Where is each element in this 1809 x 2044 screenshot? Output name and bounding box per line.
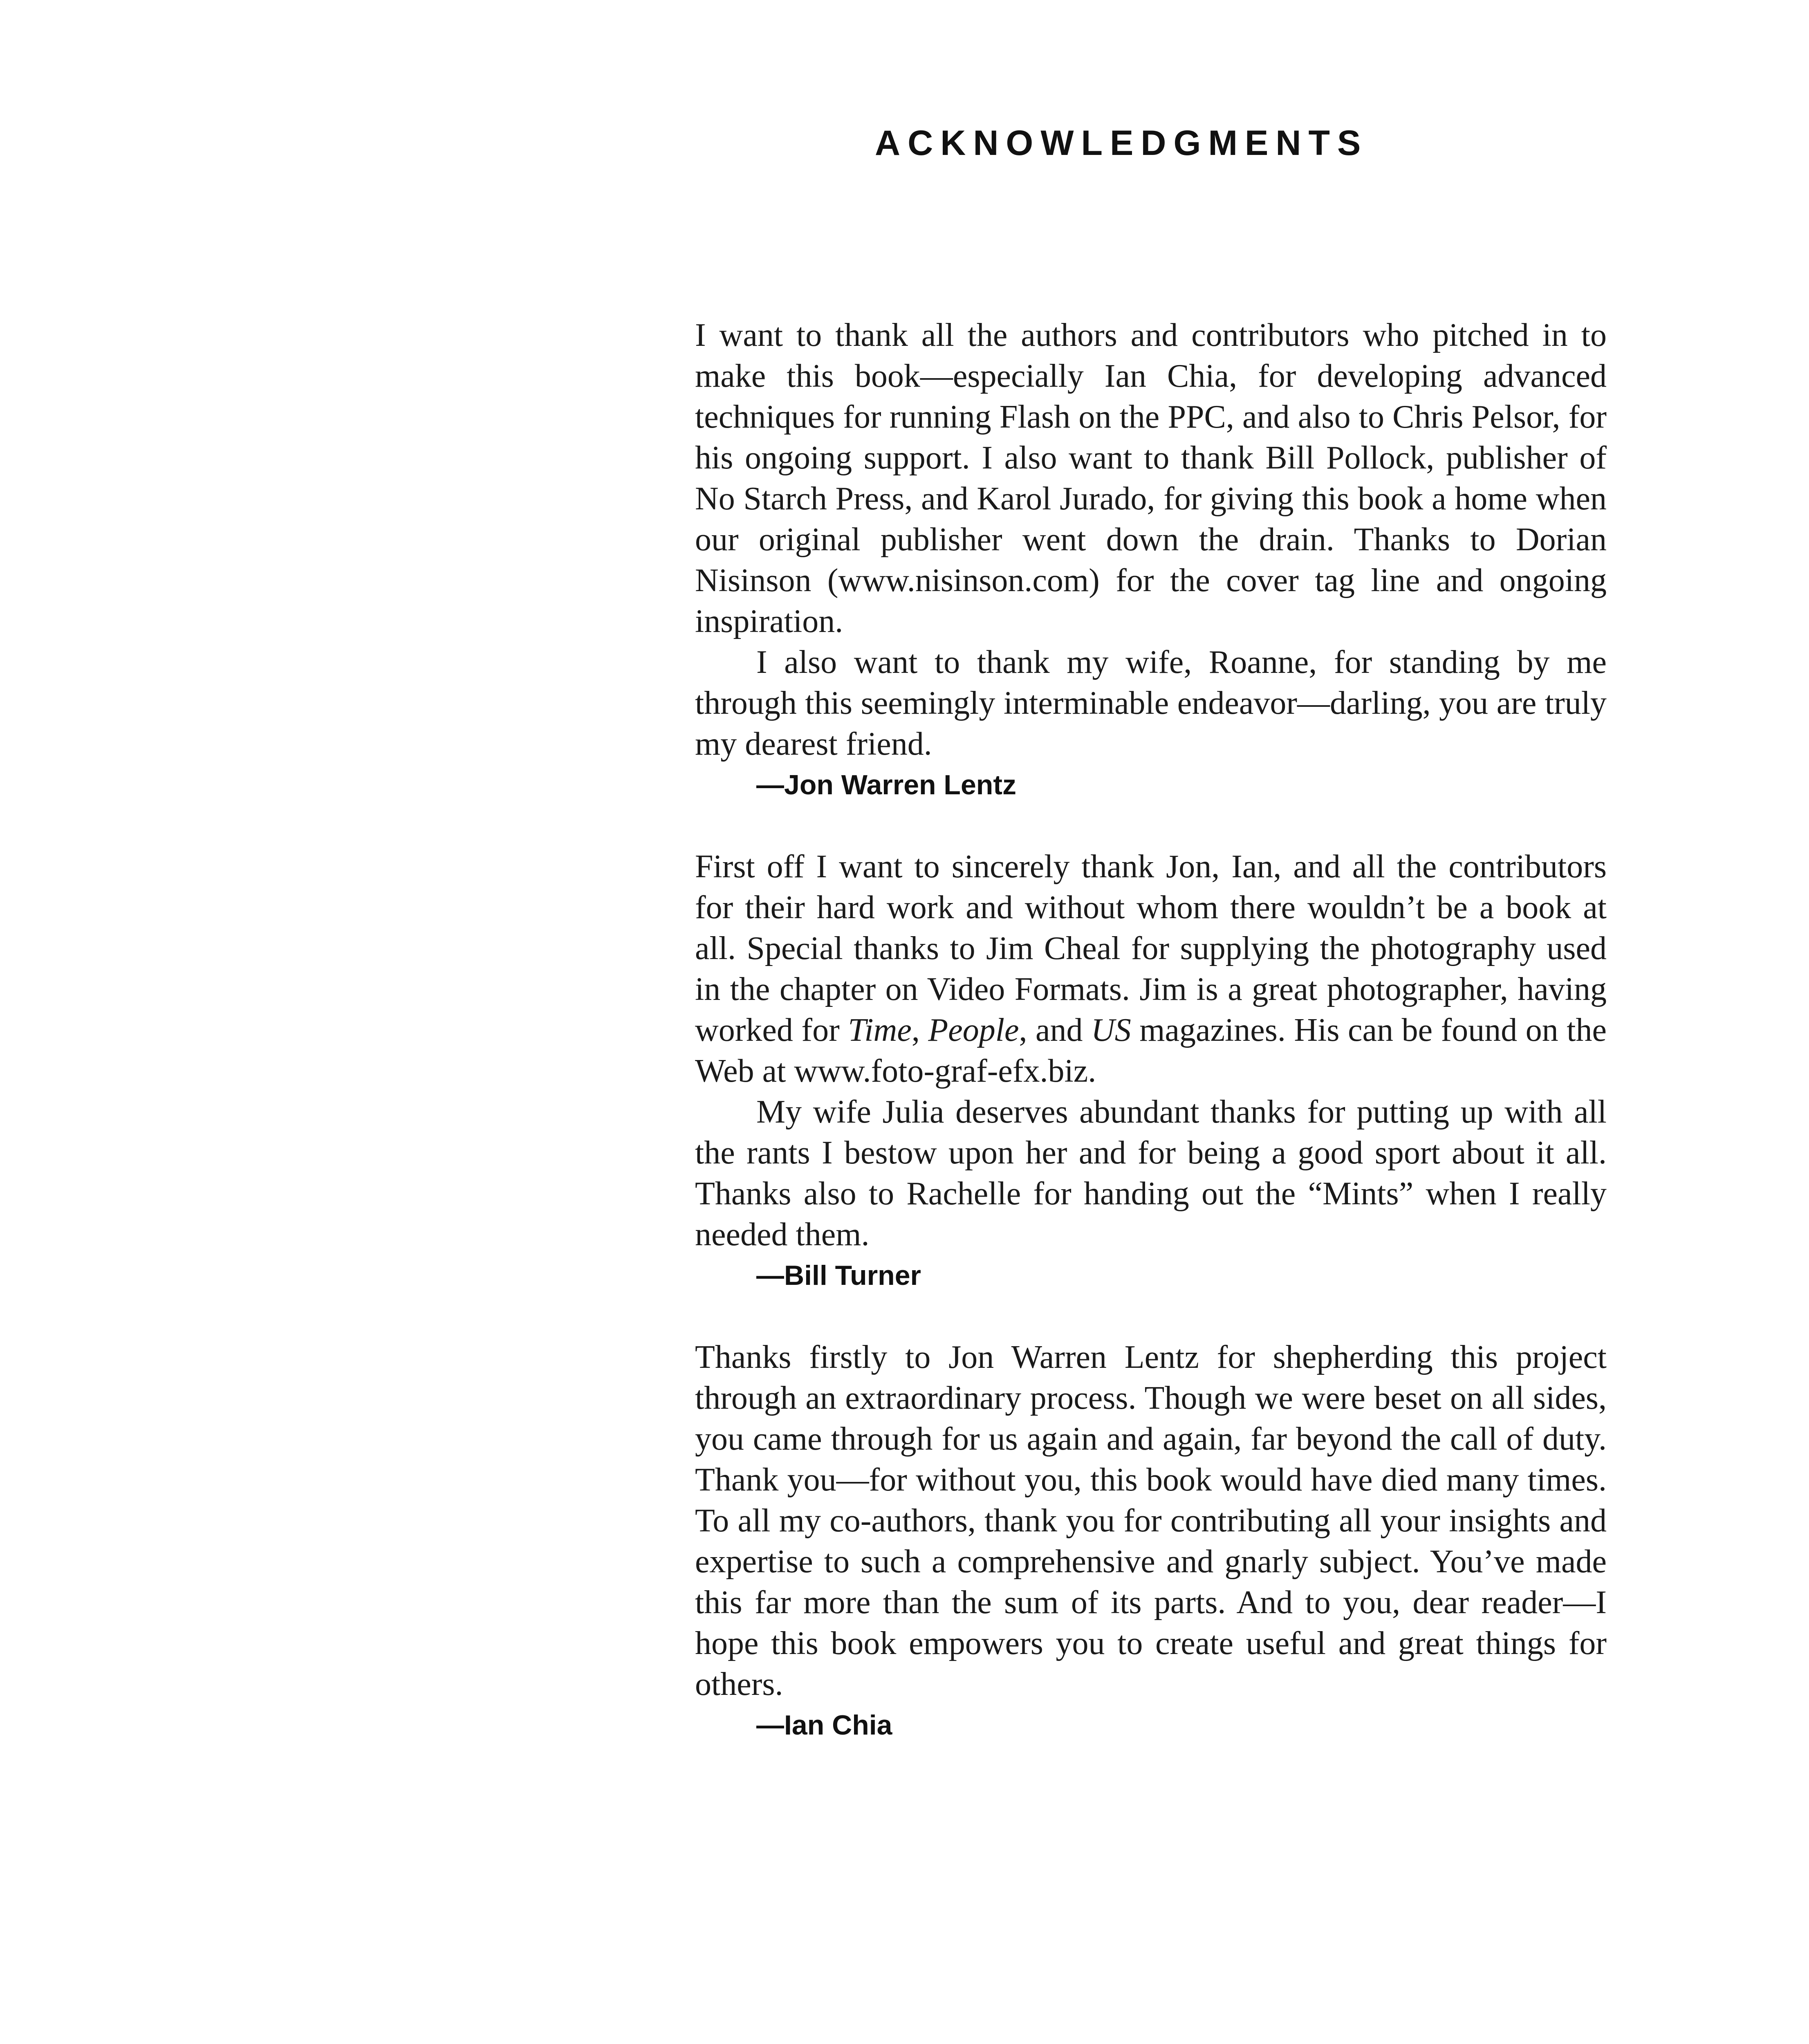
- magazine-title: US: [1091, 1012, 1131, 1048]
- signature: —Ian Chia: [756, 1710, 892, 1741]
- acknowledgment-bill-turner: [695, 846, 1607, 1296]
- paragraph-text: , and: [1019, 1012, 1091, 1048]
- signature: —Jon Warren Lentz: [756, 769, 1016, 800]
- magazine-title: Time: [848, 1012, 912, 1048]
- paragraph: My wife Julia deserves abundant thanks for putting up with all the rants I bestow upon her and for being a good sport about it all. Thanks also to Rachelle for handing out the “Mints” when I really needed them.: [695, 1094, 1607, 1253]
- paragraph: [695, 846, 1607, 1091]
- paragraph: I also want to thank my wife, Roanne, for standing by me through this seemingly interminable endeavor—darling, you are truly my dearest friend.: [695, 644, 1607, 762]
- acknowledgment-jon-warren-lentz: [695, 315, 1607, 805]
- acknowledgments-body: [695, 315, 1607, 1786]
- paragraph: Thanks firstly to Jon Warren Lentz for shepherding this project through an extraordinary process. Though we were beset on all sides, you came through for us again and again, far beyond the call of duty. Thank you—for without you, this book would have died many times. To all my co-authors, thank you for contributing all your insights and expertise to such a comprehensive and gnarly subject. You’ve made this far more than the sum of its parts. And to you, dear reader—I hope this book empowers you to create useful and great things for others.: [695, 1339, 1607, 1702]
- acknowledgment-ian-chia: [695, 1337, 1607, 1746]
- signature: —Bill Turner: [756, 1260, 921, 1291]
- paragraph-text: First off I want to sincerely thank Jon, Ian, and all the contributors for their hard work and without whom there wouldn’t be a book at all. Special thanks to Jim Cheal for supplying the photography used in the chapter on Video Formats. Jim is a great photographer, having worked for: [695, 849, 1607, 1048]
- magazine-title: People: [928, 1012, 1019, 1048]
- paragraph-text: magazines. His can be found on the Web at www.foto-graf-efx.biz.: [695, 1012, 1607, 1089]
- paragraph-text: ,: [911, 1012, 928, 1048]
- paragraph: I want to thank all the authors and contributors who pitched in to make this book—especially Ian Chia, for developing advanced techniques for running Flash on the PPC, and also to Chris Pelsor, for his ongoing support. I also want to thank Bill Pollock, publisher of No Starch Press, and Karol Jurado, for giving this book a home when our original publisher went down the drain. Thanks to Dorian Nisinson (www.nisinson.com) for the cover tag line and ongoing inspiration.: [695, 317, 1607, 639]
- page-title: ACKNOWLEDGMENTS: [875, 123, 1368, 163]
